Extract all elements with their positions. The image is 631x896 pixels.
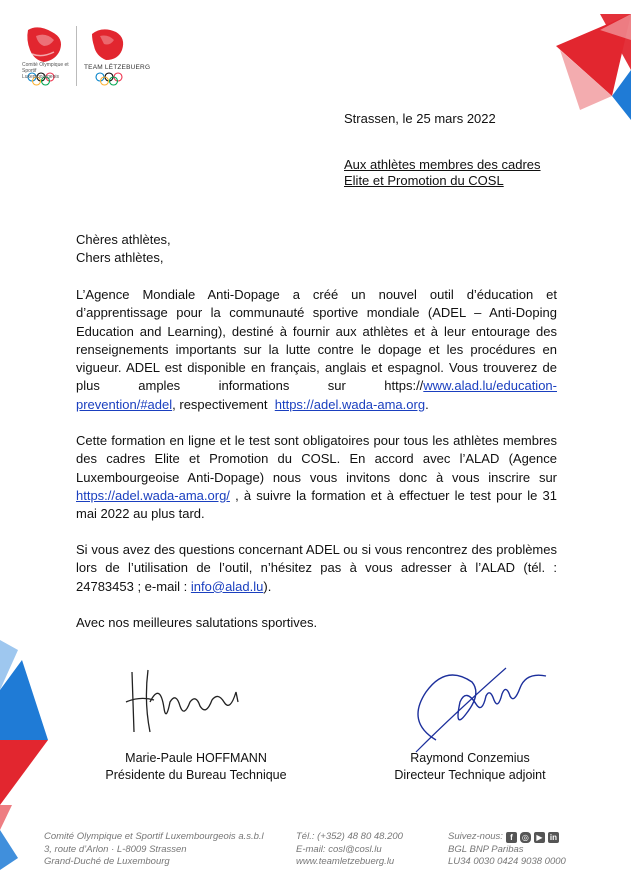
footer-line: BGL BNP Paribas xyxy=(448,843,524,855)
follow-label: Suivez-nous: xyxy=(448,831,503,842)
logo-divider xyxy=(76,26,77,86)
salutation-line: Chers athlètes, xyxy=(76,250,164,265)
footer-address xyxy=(44,831,264,869)
recipient-line: Aux athlètes membres des cadres xyxy=(344,157,541,172)
salutation-line: Chères athlètes, xyxy=(76,232,171,247)
paragraph-text: Si vous avez des questions concernant ADEL ou si vous rencontrez des problèmes lors de l’utilisation de l’outil, n’hésitez pas à vous adresser à l’ALAD (tél. : 24783453 ; e-mail : xyxy=(76,542,557,594)
linkedin-icon[interactable]: in xyxy=(549,833,557,842)
signatory-name: Raymond Conzemius xyxy=(410,751,530,765)
paragraph-text: L’Agence Mondiale Anti-Dopage a créé un nouvel outil d’éducation et d’apprentissage pour la communauté sportive mondiale (ADEL – Anti-Doping Education and Learning), destiné à fournir aux athlètes et à leur entourage des renseignements importants sur la lutte contre le dopage et les procédures en vigueur. ADEL est disponible en français, anglais et espagnol. Vous trouverez de plus amples informations sur https:// xyxy=(76,287,557,394)
follow-row xyxy=(448,831,566,844)
adel-register-link[interactable]: https://adel.wada-ama.org/ xyxy=(76,487,230,503)
footer-line: www.teamletzebuerg.lu xyxy=(296,856,395,868)
adel-link[interactable]: https://adel.wada-ama.org xyxy=(274,396,426,412)
footer-line: 3, route d’Arlon · L-8009 Strassen xyxy=(44,843,187,855)
paragraph-3 xyxy=(76,541,557,596)
footer-social xyxy=(448,831,566,869)
facebook-icon[interactable]: f xyxy=(506,832,517,843)
signature-block-1 xyxy=(92,750,300,784)
instagram-icon[interactable]: ◎ xyxy=(520,832,531,843)
footer-line: Grand-Duché de Luxembourg xyxy=(44,856,170,868)
youtube-icon[interactable]: ▶ xyxy=(534,832,545,843)
olympic-rings-icon xyxy=(94,72,134,86)
footer-line: E-mail: cosl@cosl.lu xyxy=(296,843,382,855)
paragraph-1 xyxy=(76,286,557,414)
recipient-block xyxy=(344,157,541,189)
closing: Avec nos meilleures salutations sportives. xyxy=(76,615,318,630)
signatory-title: Directeur Technique adjoint xyxy=(394,768,546,782)
signature-block-2 xyxy=(380,750,560,784)
footer-line: LU34 0030 0424 9038 0000 xyxy=(448,856,566,868)
footer-contact xyxy=(296,831,403,869)
paragraph-text: , respectivement xyxy=(172,396,275,412)
signatory-name: Marie-Paule HOFFMANN xyxy=(125,751,267,765)
footer-line: Tél.: (+352) 48 80 48.200 xyxy=(296,831,403,842)
signature-conzemius xyxy=(396,652,556,762)
cosl-caption-line: Comité Olympique et xyxy=(22,62,69,68)
paragraph-text: . xyxy=(425,396,429,412)
signatory-title: Présidente du Bureau Technique xyxy=(105,768,287,782)
logos xyxy=(22,24,152,90)
paragraph-text: , à suivre la formation et à effectuer le test pour le 31 mai 2022 au plus tard. xyxy=(76,487,557,522)
salutation xyxy=(76,231,171,267)
footer-line: Comité Olympique et Sportif Luxembourgeois a.s.b.l xyxy=(44,831,264,842)
cosl-caption-line: Sportif Luxembourgeois xyxy=(22,68,59,80)
team-caption: TEAM LËTZEBUERG xyxy=(84,64,151,71)
team-lion-logo xyxy=(88,26,128,62)
alad-email-link[interactable]: info@alad.lu xyxy=(190,578,264,594)
alad-education-link[interactable]: www.alad.lu/education-prevention/#adel xyxy=(76,378,557,412)
paragraph-2 xyxy=(76,432,557,523)
paragraph-text: ). xyxy=(263,578,272,594)
cosl-lion-logo xyxy=(22,24,68,64)
signature-hoffmann xyxy=(120,662,250,742)
recipient-line: Elite et Promotion du COSL xyxy=(344,173,504,188)
place-date: Strassen, le 25 mars 2022 xyxy=(344,111,496,126)
paragraph-text: Cette formation en ligne et le test sont obligatoires pour tous les athlètes membres des cadres Elite et Promotion du COSL. En accord avec l’ALAD (Agence Luxembourgeoise Anti-Dopage) nous vous invitons donc à vous inscrire sur xyxy=(76,433,557,485)
